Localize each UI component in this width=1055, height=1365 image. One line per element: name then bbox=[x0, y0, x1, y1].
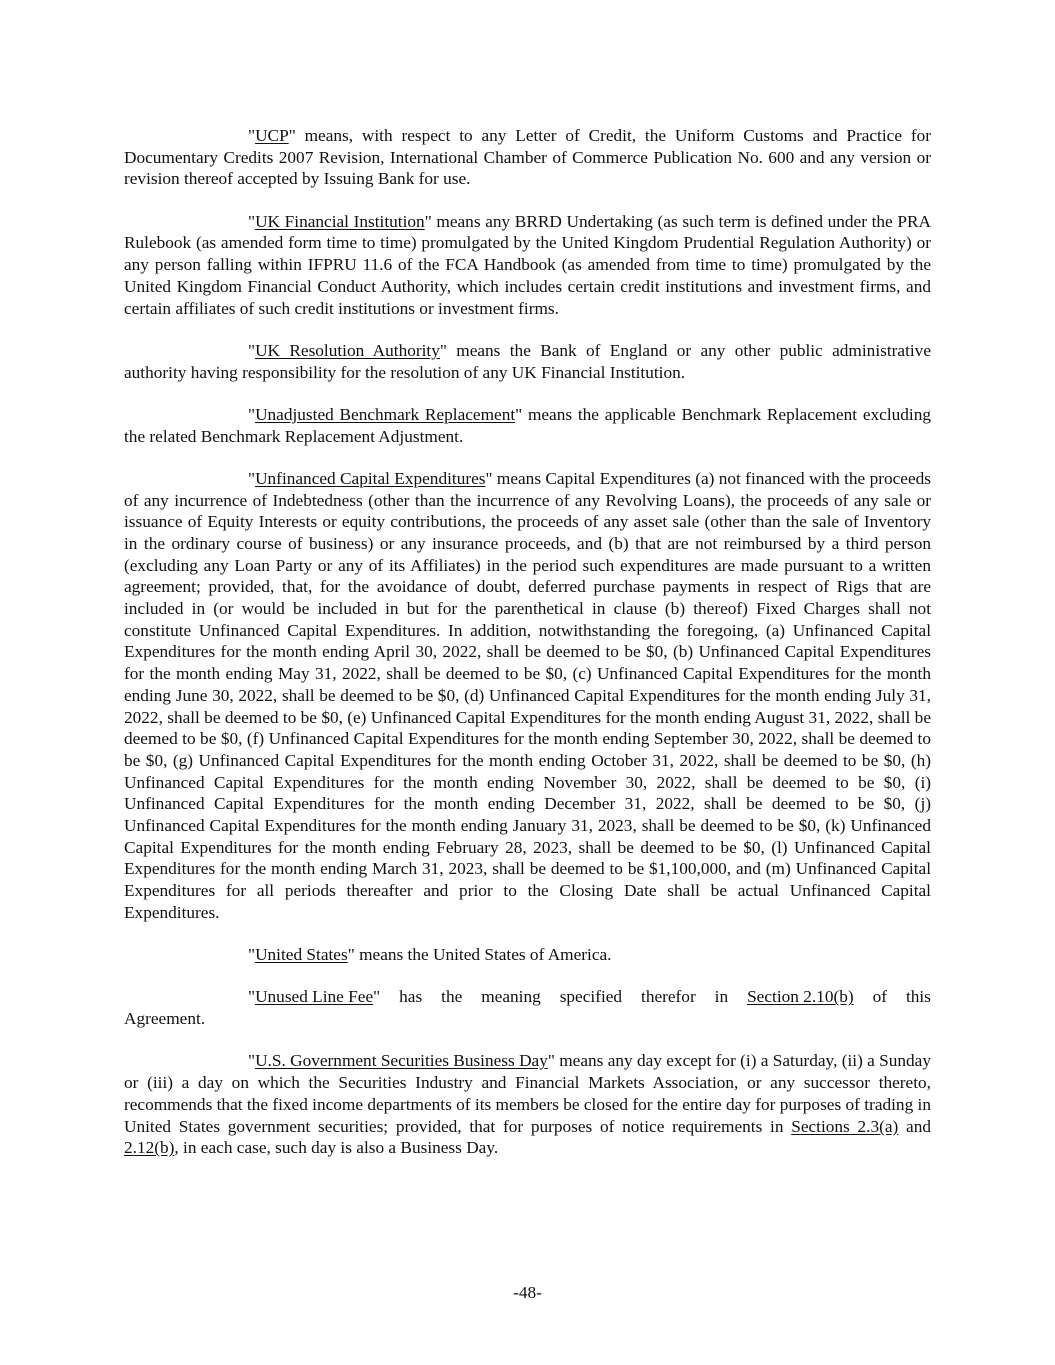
definition-text: " means the Bank of England or any other public administrative authority having responsibility for the resolution of any UK Financial Institution. bbox=[124, 340, 931, 382]
definition-text: " means the United States of America. bbox=[347, 945, 612, 965]
definition-continuation: Agreement. bbox=[124, 1009, 206, 1029]
definition-text: " means Capital Expenditures (a) not financed with the proceeds of any incurrence of Indebtedness (other than the incurrence of any Revolving Loans), the proceeds of any sale or issuance of Equity Interests or equity contributions, the proceeds of any asset sale (other than the sale of Inventory in the ordinary course of business) or any insurance proceeds, and (b) that are not reimbursed by a third person (excluding any Loan Party or any of its Affiliates) in the period such expenditures are made pursuant to a written agreement; provided, that, for the avoidance of doubt, deferred purchase payments in respect of Rigs that are included in (or would be included in but for the parenthetical in clause (b) thereof) Fixed Charges shall not constitute Unfinanced Capital Expenditures. In addition, notwithstanding the foregoing, (a) Unfinanced Capital Expenditures for the month ending April 30, 2022, shall be deemed to be $0, (b) Unfinanced Capital Expenditures for the month ending May 31, 2022, shall be deemed to be $0, (c) Unfinanced Capital Expenditures for the month ending June 30, 2022, shall be deemed to be $0, (d) Unfinanced Capital Expenditures for the month ending July 31, 2022, shall be deemed to be $0, (e) Unfinanced Capital Expenditures for the month ending August 31, 2022, shall be deemed to be $0, (f) Unfinanced Capital Expenditures for the month ending September 30, 2022, shall be deemed to be $0, (g) Unfinanced Capital Expenditures for the month ending October 31, 2022, shall be deemed to be $0, (h) Unfinanced Capital Expenditures for the month ending November 30, 2022, shall be deemed to be $0, (i) Unfinanced Capital Expenditures for the month ending December 31, 2022, shall be deemed to be $0, (j) Unfinanced Capital Expenditures for the month ending January 31, 2023, shall be deemed to be $0, (k) Unfinanced Capital Expenditures for the month ending February 28, 2023, shall be deemed to be $0, (l) Unfinanced Capital Expenditures for the month ending March 31, 2023, shall be deemed to be $1,100,000, and (m) Unfinanced Capital Expenditures for all periods thereafter and prior to the Closing Date shall be actual Unfinanced Capital Expenditures. bbox=[124, 468, 931, 922]
definition-unfinanced-capital-expenditures: "Unfinanced Capital Expenditures" means Capital Expenditures (a) not financed with the proceeds of any incurrence of Indebtedness (other than the incurrence of any Revolving Loans), the proceeds of any sale or issuance of Equity Interests or equity contributions, the proceeds of any asset sale (other than the sale of Inventory in the ordinary course of business) or any insurance proceeds, and (b) that are not reimbursed by a third person (excluding any Loan Party or any of its Affiliates) in the period such expenditures are made pursuant to a written agreement; provided, that, for the avoidance of doubt, deferred purchase payments in respect of Rigs that are included in (or would be included in but for the parenthetical in clause (b) thereof) Fixed Charges shall not constitute Unfinanced Capital Expenditures. In addition, notwithstanding the foregoing, (a) Unfinanced Capital Expenditures for the month ending April 30, 2022, shall be deemed to be $0, (b) Unfinanced Capital Expenditures for the month ending May 31, 2022, shall be deemed to be $0, (c) Unfinanced Capital Expenditures for the month ending June 30, 2022, shall be deemed to be $0, (d) Unfinanced Capital Expenditures for the month ending July 31, 2022, shall be deemed to be $0, (e) Unfinanced Capital Expenditures for the month ending August 31, 2022, shall be deemed to be $0, (f) Unfinanced Capital Expenditures for the month ending September 30, 2022, shall be deemed to be $0, (g) Unfinanced Capital Expenditures for the month ending October 31, 2022, shall be deemed to be $0, (h) Unfinanced Capital Expenditures for the month ending November 30, 2022, shall be deemed to be $0, (i) Unfinanced Capital Expenditures for the month ending December 31, 2022, shall be deemed to be $0, (j) Unfinanced Capital Expenditures for the month ending January 31, 2023, shall be deemed to be $0, (k) Unfinanced Capital Expenditures for the month ending February 28, 2023, shall be deemed to be $0, (l) Unfinanced Capital Expenditures for the month ending March 31, 2023, shall be deemed to be $1,100,000, and (m) Unfinanced Capital Expenditures for all periods thereafter and prior to the Closing Date shall be actual Unfinanced Capital Expenditures. bbox=[124, 468, 931, 922]
section-reference: Sections 2.3(a) bbox=[791, 1116, 899, 1136]
definition-us-government-securities-business-day: "U.S. Government Securities Business Day" means any day except for (i) a Saturday, (ii) a Sunday or (iii) a day on which the Securities Industry and Financial Markets Association, or any successor thereto, recommends that the fixed income departments of its members be closed for the entire day for purposes of trading in United States government securities; provided, that for purposes of notice requirements in Sections 2.3(a) and 2.12(b), in each case, such day is also a Business Day. bbox=[124, 1051, 931, 1158]
defined-term: Unfinanced Capital Expenditures bbox=[255, 468, 486, 488]
definition-unused-line-fee bbox=[124, 986, 931, 1029]
defined-term: Unused Line Fee bbox=[255, 987, 374, 1007]
definition-ucp: "UCP" means, with respect to any Letter of Credit, the Uniform Customs and Practice for Documentary Credits 2007 Revision, International Chamber of Commerce Publication No. 600 and any version or revision thereof accepted by Issuing Bank for use. bbox=[124, 126, 931, 189]
section-reference: Section 2.10(b) bbox=[747, 987, 854, 1007]
document-body bbox=[124, 125, 931, 1159]
definition-text: " means any BRRD Undertaking (as such term is defined under the PRA Rulebook (as amended form time to time) promulgated by the United Kingdom Prudential Regulation Authority) or any person falling within IFPRU 11.6 of the FCA Handbook (as amended from time to time) promulgated by the United Kingdom Financial Conduct Authority, which includes certain credit institutions and investment firms, and certain affiliates of such credit institutions or investment firms. bbox=[124, 211, 931, 318]
defined-term: United States bbox=[255, 945, 348, 965]
defined-term: Unadjusted Benchmark Replacement bbox=[255, 404, 516, 424]
definition-text: " means any day except for (i) a Saturday, (ii) a Sunday or (iii) a day on which the Securities Industry and Financial Markets Association, or any successor thereto, recommends that the fixed income departments of its members be closed for the entire day for purposes of trading in United States government securities; provided, that for purposes of notice requirements in bbox=[124, 1051, 931, 1136]
definition-first-line: "Unused Line Fee" has the meaning specified therefor in Section 2.10(b) of this bbox=[248, 987, 931, 1007]
definition-uk-resolution-authority: "UK Resolution Authority" means the Bank of England or any other public administrative authority having responsibility for the resolution of any UK Financial Institution. bbox=[124, 340, 931, 382]
defined-term: UK Resolution Authority bbox=[255, 340, 440, 360]
definition-text: " means, with respect to any Letter of Credit, the Uniform Customs and Practice for Documentary Credits 2007 Revision, International Chamber of Commerce Publication No. 600 and any version or revision thereof accepted by Issuing Bank for use. bbox=[124, 126, 931, 189]
defined-term: UCP bbox=[255, 126, 289, 145]
defined-term: UK Financial Institution bbox=[255, 211, 425, 231]
defined-term: U.S. Government Securities Business Day bbox=[255, 1051, 548, 1071]
page-number: -48- bbox=[513, 1283, 542, 1302]
definition-text: " means the applicable Benchmark Replacement excluding the related Benchmark Replacement Adjustment. bbox=[124, 404, 931, 446]
definition-united-states: "United States" means the United States of America. bbox=[248, 945, 612, 965]
section-reference: 2.12(b) bbox=[124, 1138, 175, 1158]
definition-uk-financial-institution: "UK Financial Institution" means any BRRD Undertaking (as such term is defined under the PRA Rulebook (as amended form time to time) promulgated by the United Kingdom Prudential Regulation Authority) or any person falling within IFPRU 11.6 of the FCA Handbook (as amended from time to time) promulgated by the United Kingdom Financial Conduct Authority, which includes certain credit institutions and investment firms, and certain affiliates of such credit institutions or investment firms. bbox=[124, 211, 931, 318]
definition-unadjusted-benchmark-replacement: "Unadjusted Benchmark Replacement" means the applicable Benchmark Replacement excluding the related Benchmark Replacement Adjustment. bbox=[124, 404, 931, 446]
